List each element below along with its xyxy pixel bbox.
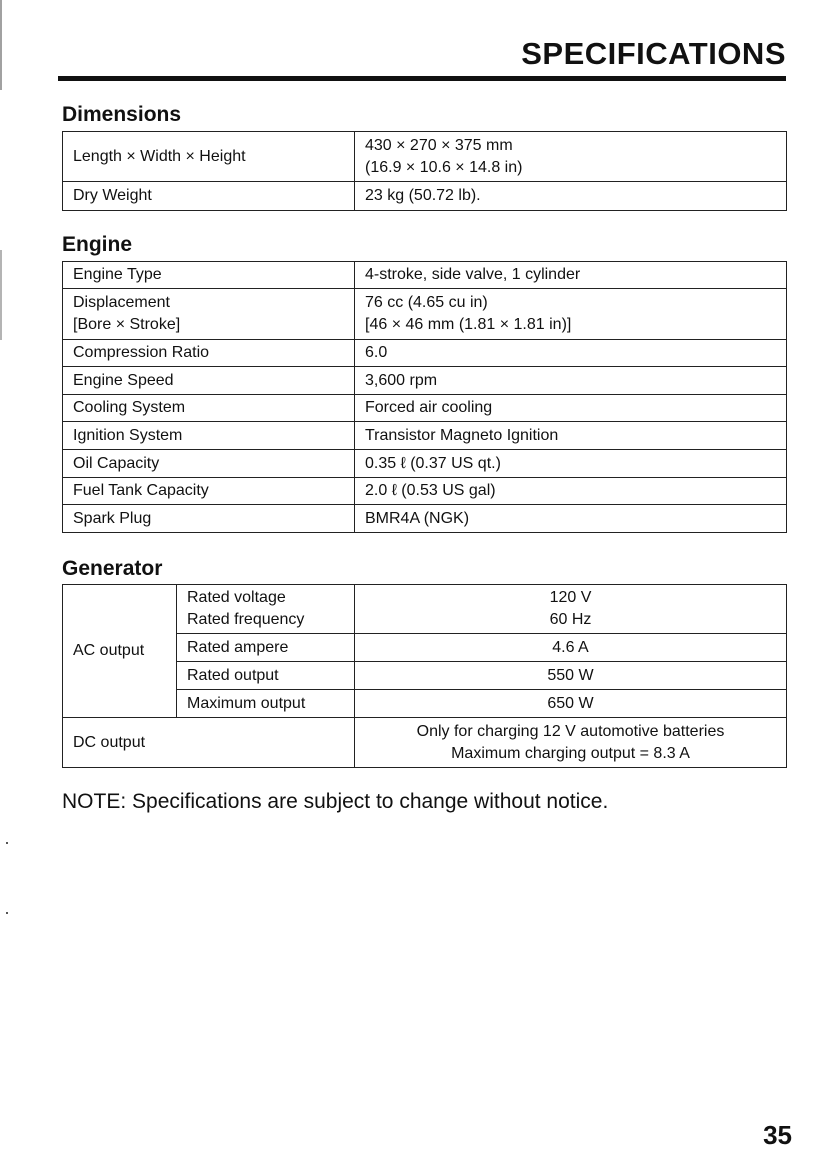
- scan-edge-mark: [0, 0, 2, 90]
- ignition-system-value: Transistor Magneto Ignition: [355, 422, 787, 450]
- table-row: [63, 132, 787, 182]
- dry-weight-label: Dry Weight: [63, 182, 355, 211]
- ac-sub-label: [177, 585, 355, 634]
- table-row: [63, 450, 787, 478]
- oil-capacity-label: Oil Capacity: [63, 450, 355, 478]
- table-row: [63, 289, 787, 340]
- dimensions-value: [355, 132, 787, 182]
- compression-ratio-value: 6.0: [355, 340, 787, 367]
- table-row: [63, 478, 787, 505]
- dimensions-table: [62, 131, 787, 211]
- rated-output-value: 550 W: [355, 662, 787, 690]
- ignition-system-label: Ignition System: [63, 422, 355, 450]
- value-line: Maximum charging output = 8.3 A: [451, 744, 690, 762]
- spark-plug-label: Spark Plug: [63, 505, 355, 533]
- fuel-tank-label: Fuel Tank Capacity: [63, 478, 355, 505]
- engine-table: [62, 261, 787, 533]
- note-text: NOTE: Specifications are subject to change without notice.: [62, 790, 609, 813]
- compression-ratio-label: Compression Ratio: [63, 340, 355, 367]
- scan-dot: [6, 842, 8, 844]
- label-line: Displacement: [73, 294, 170, 311]
- value-line: Only for charging 12 V automotive batteries: [416, 722, 725, 740]
- table-row: [63, 422, 787, 450]
- value-line: 430 × 270 × 375 mm: [365, 136, 513, 154]
- table-row: [63, 395, 787, 422]
- page-title: SPECIFICATIONS: [521, 36, 786, 71]
- value-line: 120 V: [549, 589, 592, 606]
- maximum-output-value: 650 W: [355, 690, 787, 718]
- cooling-system-value: Forced air cooling: [355, 395, 787, 422]
- cooling-system-label: Cooling System: [63, 395, 355, 422]
- dc-output-value: [355, 718, 787, 768]
- ac-output-label: AC output: [63, 585, 177, 718]
- dimensions-heading: Dimensions: [62, 103, 182, 126]
- spark-plug-value: BMR4A (NGK): [355, 505, 787, 533]
- title-rule: [58, 76, 786, 81]
- rated-output-label: Rated output: [177, 662, 355, 690]
- engine-speed-value: 3,600 rpm: [355, 367, 787, 395]
- scan-edge-mark: [0, 250, 2, 340]
- engine-type-value: 4-stroke, side valve, 1 cylinder: [355, 262, 787, 289]
- label-line: Rated frequency: [187, 611, 305, 628]
- table-row: [63, 367, 787, 395]
- rated-ampere-value: 4.6 A: [355, 634, 787, 662]
- scan-dot: [6, 912, 8, 914]
- oil-capacity-value: 0.35 ℓ (0.37 US qt.): [355, 450, 787, 478]
- dc-output-label: DC output: [63, 718, 355, 768]
- value-line: (16.9 × 10.6 × 14.8 in): [365, 158, 523, 176]
- engine-heading: Engine: [62, 233, 133, 256]
- displacement-value: [355, 289, 787, 340]
- generator-table: [62, 584, 787, 768]
- table-row: [63, 718, 787, 768]
- engine-type-label: Engine Type: [63, 262, 355, 289]
- dimensions-label: Length × Width × Height: [63, 132, 355, 182]
- generator-heading: Generator: [62, 557, 163, 580]
- maximum-output-label: Maximum output: [177, 690, 355, 718]
- table-row: [63, 585, 787, 634]
- engine-speed-label: Engine Speed: [63, 367, 355, 395]
- table-row: [63, 505, 787, 533]
- page-number: 35: [763, 1120, 792, 1150]
- dry-weight-value: 23 kg (50.72 lb).: [355, 182, 787, 211]
- table-row: [63, 262, 787, 289]
- label-line: Rated voltage: [187, 589, 286, 606]
- value-line: [46 × 46 mm (1.81 × 1.81 in)]: [365, 316, 572, 333]
- ac-value: [355, 585, 787, 634]
- value-line: 76 cc (4.65 cu in): [365, 294, 488, 311]
- table-row: [63, 182, 787, 211]
- value-line: 60 Hz: [549, 611, 592, 628]
- fuel-tank-value: 2.0 ℓ (0.53 US gal): [355, 478, 787, 505]
- displacement-label: [63, 289, 355, 340]
- label-line: [Bore × Stroke]: [73, 316, 181, 333]
- rated-ampere-label: Rated ampere: [177, 634, 355, 662]
- table-row: [63, 340, 787, 367]
